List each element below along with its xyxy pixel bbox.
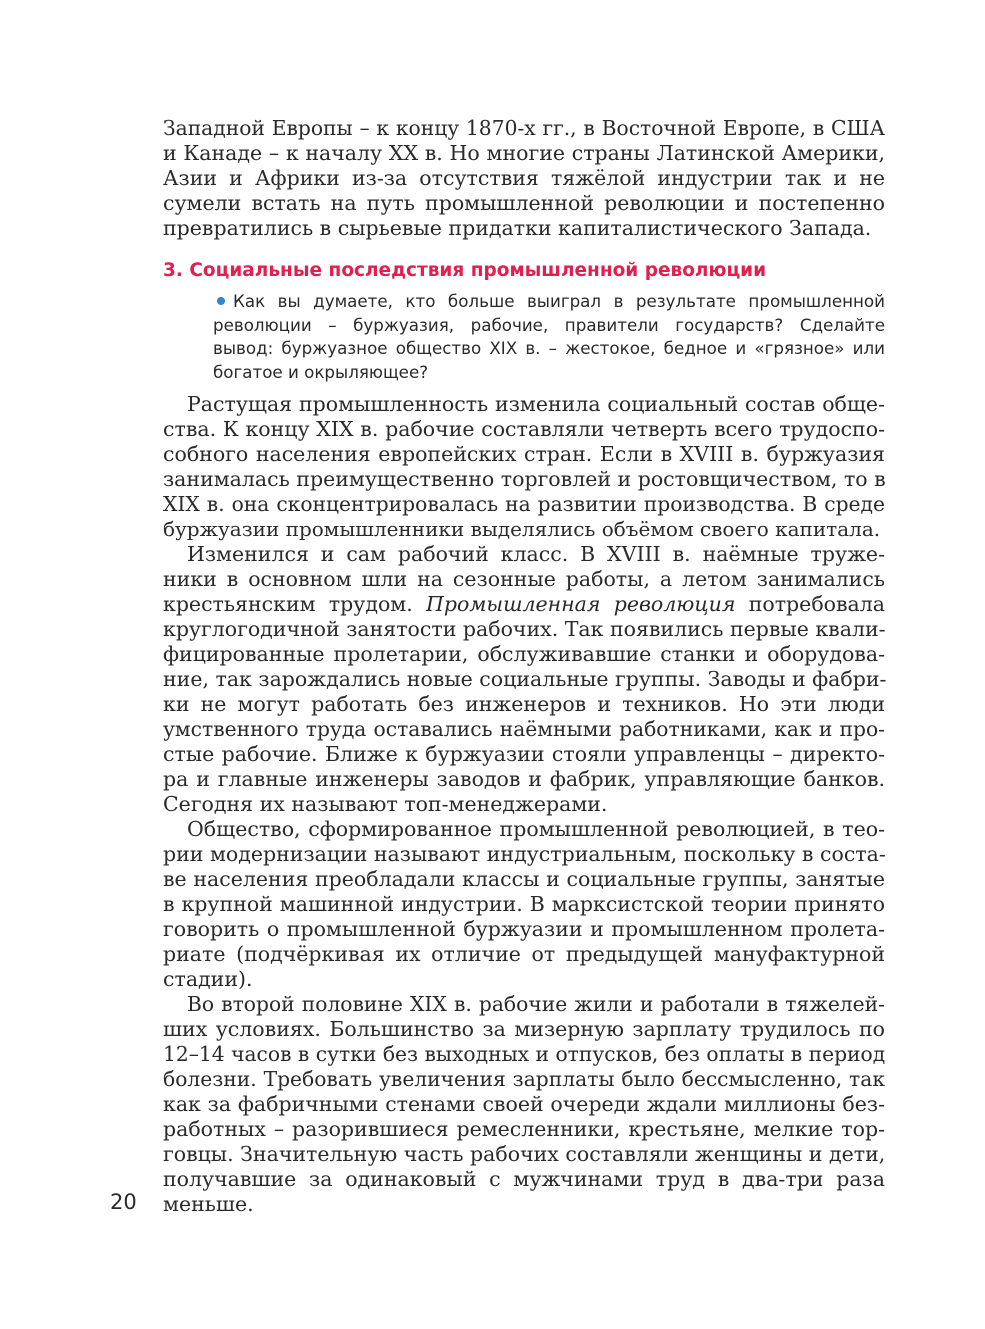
text-line: болезни. Требовать увеличения зарплаты было бессмысленно, так [163, 1067, 885, 1091]
text-line: говцы. Значительную часть рабочих составляли женщины и дети, [163, 1142, 886, 1166]
text-line: стадии). [163, 967, 253, 991]
text-line: Изменился и сам рабочий класс. В XVIII в. наёмные труже- [187, 542, 885, 566]
text-line: стые рабочие. Ближе к буржуазии стояли управленцы – директо- [163, 742, 885, 766]
page-number: 20 [110, 1190, 137, 1214]
text-line: и Канаде – к началу XX в. Но многие страны Латинской Америки, [163, 141, 885, 165]
text-line: Общество, сформированное промышленной революцией, в тео- [187, 817, 885, 841]
text-line: ства. К концу XIX в. рабочие составляли четверть всего трудоспо- [163, 417, 885, 441]
text-line: меньше. [163, 1192, 254, 1216]
text-line: буржуазии промышленники выделялись объёмом своего капитала. [163, 517, 881, 541]
text-line: как за фабричными стенами своей очереди ждали миллионы без- [163, 1092, 885, 1116]
text-line: умственного труда оставались наёмными работниками, как и про- [163, 717, 885, 741]
text-line: Сегодня их называют топ-менеджерами. [163, 792, 608, 816]
text-line: XIX в. она сконцентрировалась на развитии производства. В среде [163, 492, 885, 516]
text-line: риате (подчёркивая их отличие от предыдущей мануфактурной [163, 942, 885, 966]
text-line: 12–14 часов в сутки без выходных и отпусков, без оплаты в период [163, 1042, 886, 1066]
text-line: Западной Европы – к концу 1870-х гг., в Восточной Европе, в США [163, 116, 885, 140]
question-line [213, 290, 885, 314]
text-segment: крестьянским трудом. [163, 592, 427, 616]
italic-term: Промышленная революция [426, 592, 736, 616]
intro-paragraph [163, 116, 885, 241]
question-line: революции – буржуазия, рабочие, правители государств? Сделайте [213, 314, 885, 335]
text-line: Растущая промышленность изменила социальный состав обще- [187, 392, 885, 416]
text-line: говорить о промышленной буржуазии и промышленном пролета- [163, 917, 885, 941]
text-line: рии модернизации называют индустриальным, поскольку в соста- [163, 842, 886, 866]
section-heading: 3. Социальные последствия промышленной революции [163, 260, 767, 281]
body-paragraph-2 [163, 542, 885, 817]
text-line: фицированные пролетарии, обслуживавшие станки и оборудова- [163, 642, 885, 666]
question-line: богатое и окрыляющее? [213, 361, 429, 382]
text-line: ве населения преобладали классы и социальные группы, занятые [163, 867, 885, 891]
text-line: получавшие за одинаковый с мужчинами труд в два-три раза [163, 1167, 885, 1191]
text-line: Азии и Африки из-за отсутствия тяжёлой индустрии так и не [163, 166, 885, 190]
body-paragraph-1 [163, 392, 885, 542]
blue-dot-bullet-icon [217, 297, 225, 305]
text-line: Во второй половине XIX в. рабочие жили и работали в тяжелей- [187, 992, 885, 1016]
text-line: превратились в сырьевые придатки капиталистического Запада. [163, 216, 872, 240]
question-block [213, 290, 885, 384]
text-segment: потребовала [735, 592, 886, 616]
text-line: собного населения европейских стран. Если в XVIII в. буржуазия [163, 442, 885, 466]
text-line: работных – разорившиеся ремесленники, крестьяне, мелкие тор- [163, 1117, 885, 1141]
text-line: ших условиях. Большинство за мизерную зарплату трудилось по [163, 1017, 885, 1041]
text-line: круглогодичной занятости рабочих. Так появились первые квали- [163, 617, 886, 641]
body-paragraph-3 [163, 817, 885, 992]
text-line: ние, так зарождались новые социальные группы. Заводы и фабри- [163, 667, 887, 691]
question-line: вывод: буржуазное общество XIX в. – жестокое, бедное и «грязное» или [213, 338, 885, 358]
text-line: занималась преимущественно торговлей и ростовщичеством, то в [163, 467, 886, 491]
text-line: ники в основном шли на сезонные работы, а летом занимались [163, 567, 885, 591]
body-paragraph-4 [163, 992, 885, 1217]
text-line [163, 592, 885, 617]
text-line: ки не могут работать без инженеров и техников. Но эти люди [163, 692, 885, 716]
text-line: ра и главные инженеры заводов и фабрик, управляющие банков. [163, 767, 885, 791]
text-line: в крупной машинной индустрии. В марксистской теории принято [163, 892, 885, 916]
question-first-line-text: Как вы думаете, кто больше выиграл в результате промышленной [233, 291, 885, 311]
text-line: сумели встать на путь промышленной революции и постепенно [163, 191, 885, 215]
